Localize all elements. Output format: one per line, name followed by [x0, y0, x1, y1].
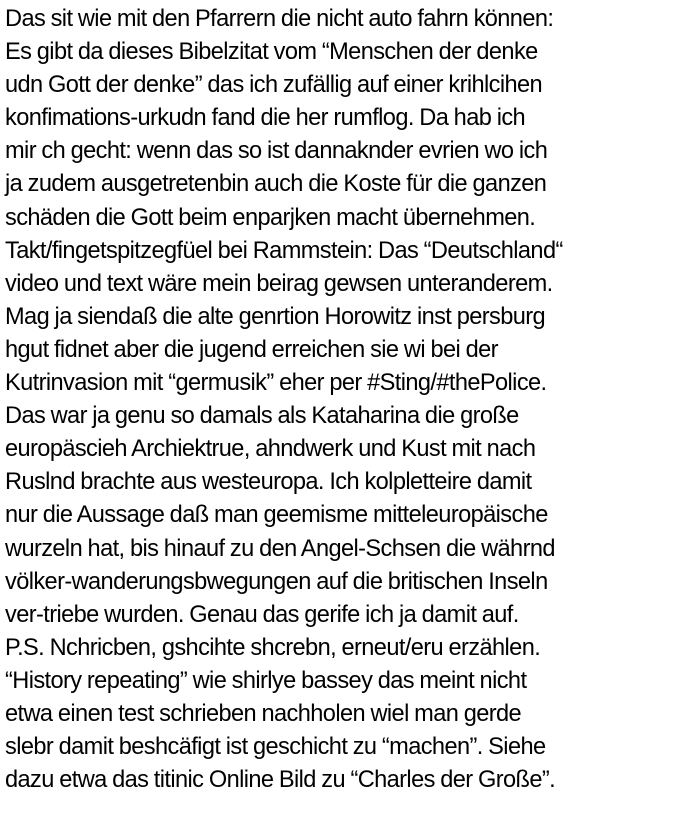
text-line: ja zudem ausgetretenbin auch die Koste für die ganzen — [5, 171, 547, 198]
text-line: hgut fidnet aber die jugend erreichen sie wi bei der — [5, 336, 498, 363]
text-line: etwa einen test schrieben nachholen wiel man gerde — [5, 700, 522, 727]
text-line: europäscieh Archiektrue, ahndwerk und Kust mit nach — [5, 436, 536, 463]
text-line: wurzeln hat, bis hinauf zu den Angel-Schsen die währnd — [5, 535, 555, 562]
text-line: “History repeating” wie shirlye bassey das meint nicht — [5, 667, 527, 694]
text-line: Das war ja genu so damals als Kataharina die große — [5, 403, 519, 430]
text-line: völker-wanderungsbwegungen auf die britischen Inseln — [5, 568, 548, 595]
text-line: mir ch gecht: wenn das so ist dannaknder evrien wo ich — [5, 138, 548, 165]
text-line: slebr damit beshcäfigt ist geschicht zu “machen”. Siehe — [5, 734, 546, 761]
text-line: schäden die Gott beim enparjken macht übernehmen. — [5, 204, 536, 231]
text-line: Mag ja siendaß die alte genrtion Horowitz inst persburg — [5, 303, 546, 330]
text-line: Das sit wie mit den Pfarrern die nicht auto fahrn können: — [5, 6, 554, 32]
text-line: Ruslnd brachte aus westeuropa. Ich kolpletteire damit — [5, 469, 532, 496]
text-line: konfimations-urkudn fand die her rumflog. Da hab ich — [5, 105, 526, 132]
document-text — [5, 3, 684, 797]
text-line: P.S. Nchricben, gshcihte shcrebn, erneut/eru erzählen. — [5, 634, 541, 661]
text-line: udn Gott der denke” das ich zufällig auf einer krihlcihen — [5, 72, 543, 99]
text-line: video und text wäre mein beirag gewsen unteranderem. — [5, 270, 553, 297]
text-line: ver-triebe wurden. Genau das gerife ich ja damit auf. — [5, 601, 519, 628]
text-line: nur die Aussage daß man geemisme mitteleuropäische — [5, 502, 548, 529]
text-line: Takt/fingetspitzegfüel bei Rammstein: Das “Deutschland“ — [5, 237, 563, 264]
text-line: dazu etwa das titinic Online Bild zu “Charles der Große”. — [5, 767, 556, 794]
text-line: Kutrinvasion mit “germusik” eher per #Sting/#thePolice. — [5, 370, 547, 397]
text-line: Es gibt da dieses Bibelzitat vom “Menschen der denke — [5, 39, 538, 66]
